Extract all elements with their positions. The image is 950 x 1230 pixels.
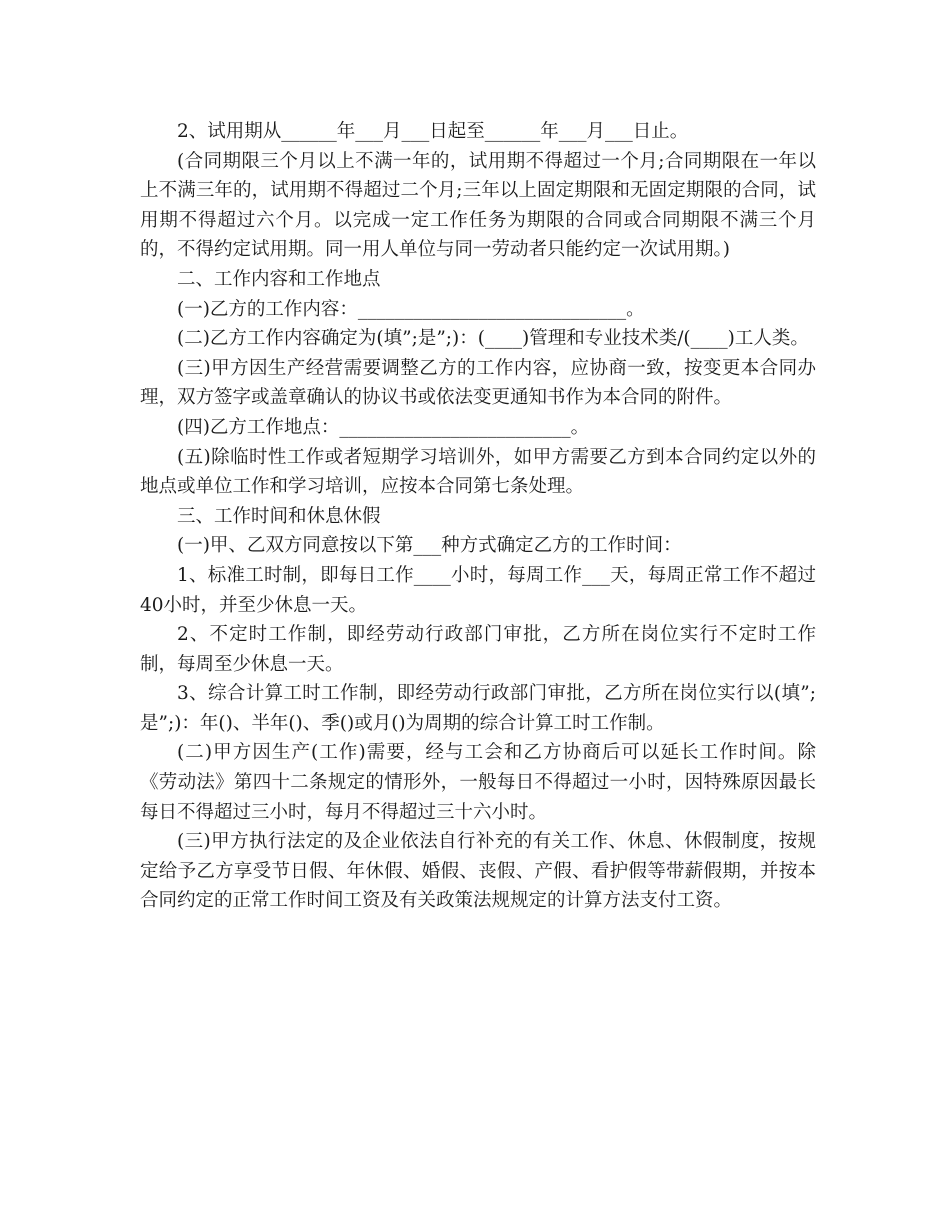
section-heading-work-content: 二、工作内容和工作地点 <box>177 268 381 290</box>
paragraph-work-adjustment: (三)甲方因生产经营需要调整乙方的工作内容，应协商一致，按变更本合同办理，双方签字或盖章确认的协议书或依法变更通知书作为本合同的附件。 <box>140 357 816 409</box>
paragraph-holidays: (三)甲方执行法定的及企业依法自行补充的有关工作、休息、休假制度，按规定给予乙方享受节日假、年休假、婚假、丧假、产假、看护假等带薪假期，并按本合同约定的正常工作时间工资及有关政策法规规定的计算方法支付工资。 <box>140 831 816 912</box>
paragraph-probation-period: 2、试用期从______年___月___日起至______年___月___日止。 <box>177 121 689 142</box>
paragraph-work-type: (二)乙方工作内容确定为(填”;是”;)：(____)管理和专业技术类/(____)工人类。 <box>177 328 809 350</box>
paragraph-temporary-work: (五)除临时性工作或者短期学习培训外，如甲方需要乙方到本合同约定以外的地点或单位工作和学习培训，应按本合同第七条处理。 <box>140 446 816 498</box>
paragraph-overtime: (二)甲方因生产(工作)需要，经与工会和乙方协商后可以延长工作时间。除《劳动法》第四十二条规定的情形外，一般每日不得超过一小时，因特殊原因最长每日不得超过三小时，每月不得超过三十六小时。 <box>140 742 816 823</box>
paragraph-work-location: (四)乙方工作地点：_________________________。 <box>177 416 590 438</box>
paragraph-work-content: (一)乙方的工作内容：_____________________________。 <box>177 298 645 320</box>
section-heading-work-hours: 三、工作时间和休息休假 <box>177 505 381 527</box>
paragraph-probation-note: (合同期限三个月以上不满一年的，试用期不得超过一个月;合同期限在一年以上不满三年的，试用期不得超过二个月;三年以上固定期限和无固定期限的合同，试用期不得超过六个月。以完成一定工作任务为期限的合同或合同期限不满三个月的，不得约定试用期。同一用人单位与同一劳动者只能约定一次试用期。) <box>140 150 816 261</box>
paragraph-flexible-hours: 2、不定时工作制，即经劳动行政部门审批，乙方所在岗位实行不定时工作制，每周至少休息一天。 <box>140 624 816 675</box>
paragraph-hours-method: (一)甲、乙双方同意按以下第___种方式确定乙方的工作时间： <box>177 535 682 557</box>
paragraph-comprehensive-hours: 3、综合计算工时工作制，即经劳动行政部门审批，乙方所在岗位实行以(填”;是”;)：年()、半年()、季()或月()为周期的综合计算工时工作制。 <box>140 683 816 734</box>
paragraph-standard-hours: 1、标准工时制，即每日工作____小时，每周工作___天，每周正常工作不超过40小时，并至少休息一天。 <box>140 564 816 616</box>
document-body <box>140 117 816 916</box>
